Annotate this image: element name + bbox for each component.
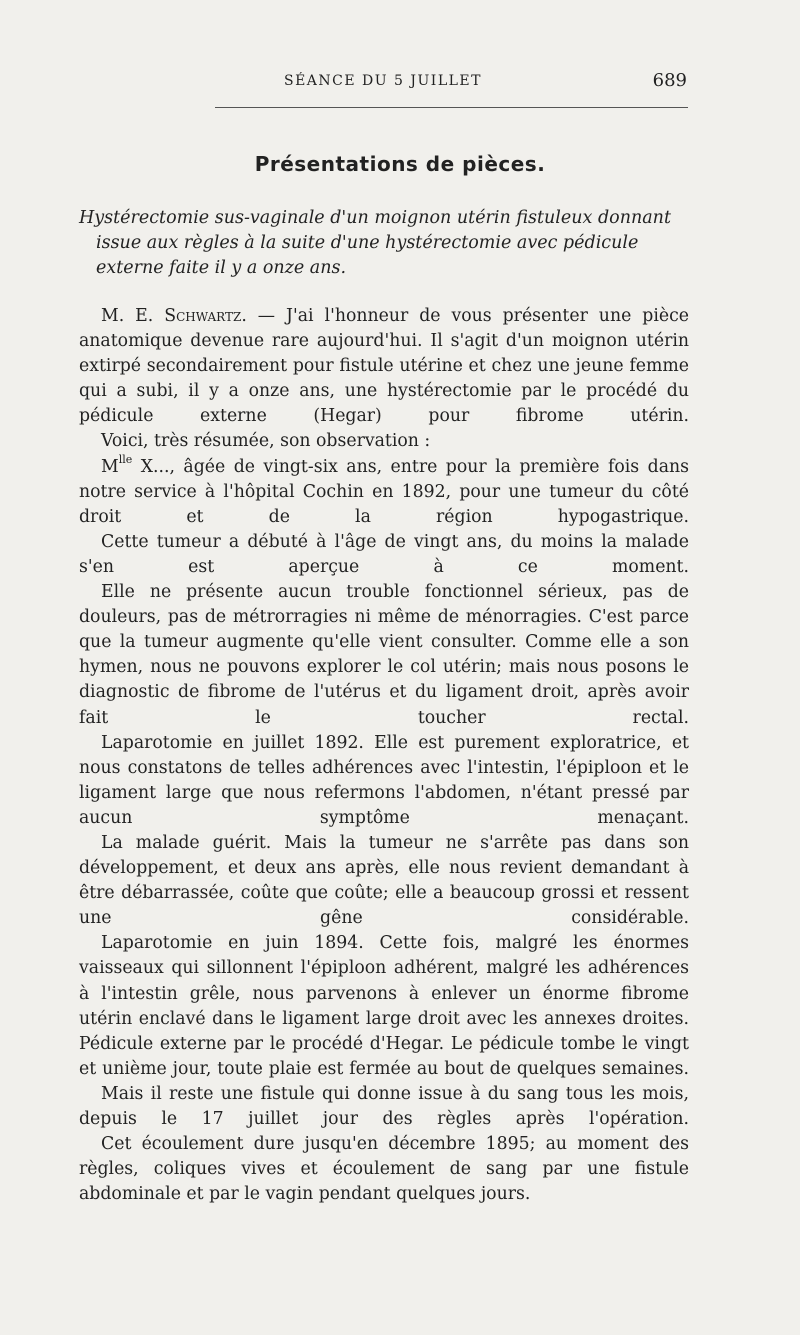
intro-text: — J'ai l'honneur de vous présenter une pièce anatomique devenue rare aujourd'hui. Il s'agit d'un moignon utérin extirpé secondairement pour fistule utérine et chez une jeune femme qui a subi, il y a onze ans, une hystérectomie par le procédé du pédicule externe (Hegar) pour fibrome utérin.	[79, 306, 689, 427]
paragraph-voici: Voici, très résumée, son observation :	[101, 431, 431, 452]
mlle-prefix: M	[101, 456, 119, 477]
paragraph-malade: La malade guérit. Mais la tumeur ne s'arrête pas dans son développement, et deux ans après, elle nous revient demandant à être débarrassée, coûte que coûte; elle a beaucoup grossi et ressent une gêne considérable.	[79, 832, 689, 929]
subtitle-line-3: externe faite il y a onze ans.	[96, 258, 347, 278]
speaker-initials: M. E.	[101, 306, 154, 326]
header-title: SÉANCE DU 5 JUILLET	[284, 73, 482, 89]
header-rule	[215, 107, 688, 108]
body-text	[79, 304, 689, 1207]
paragraph-tumeur: Cette tumeur a débuté à l'âge de vingt ans, du moins la malade s'en est aperçue à ce moment.	[79, 531, 689, 577]
article-subtitle	[79, 206, 689, 281]
paragraph-mlle	[79, 452, 689, 530]
paragraph-laparotomie-1892: Laparotomie en juillet 1892. Elle est purement exploratrice, et nous constatons de telles adhérences avec l'intestin, l'épiploon et le ligament large que nous refermons l'abdomen, n'étant pressé par aucun symptôme menaçant.	[79, 732, 689, 828]
page-number: 689	[652, 70, 687, 91]
paragraph-laparotomie-1894: Laparotomie en juin 1894. Cette fois, malgré les énormes vaisseaux qui sillonnent l'épiploon adhérent, malgré les adhérences à l'intestin grêle, nous parvenons à enlever un énorme fibrome utérin enclavé dans le ligament large droit avec les annexes droites. Pédicule externe par le procédé d'Hegar. Le pédicule tombe le vingt et unième jour, toute plaie est fermée au bout de quelques semaines.	[79, 933, 689, 1079]
paragraph-fistule: Mais il reste une fistule qui donne issue à du sang tous les mois, depuis le 17 juillet jour des règles après l'opération.	[79, 1083, 689, 1129]
section-title: Présentations de pièces.	[254, 152, 546, 176]
subtitle-line-2: issue aux règles à la suite d'une hystérectomie avec pédicule	[96, 233, 639, 253]
paragraph-elle: Elle ne présente aucun trouble fonctionnel sérieux, pas de douleurs, pas de métrorragies ni même de ménorragies. C'est parce que la tumeur augmente qu'elle vient consulter. Comme elle a son hymen, nous ne pouvons explorer le col utérin; mais nous posons le diagnostic de fibrome de l'utérus et du ligament droit, après avoir fait le toucher rectal.	[79, 582, 689, 728]
mlle-superscript: lle	[118, 452, 133, 466]
paragraph-intro	[79, 304, 689, 429]
running-head	[79, 70, 687, 92]
speaker-name: Schwartz.	[164, 306, 247, 326]
paragraph-ecoulement: Cet écoulement dure jusqu'en décembre 1895; au moment des règles, coliques vives et écoulement de sang par une fistule abdominale et par le vagin pendant quelques jours.	[79, 1134, 689, 1205]
subtitle-line-1: Hystérectomie sus-vaginale d'un moignon utérin fistuleux donnant	[79, 208, 671, 228]
mlle-text: X..., âgée de vingt-six ans, entre pour la première fois dans notre service à l'hôpital Cochin en 1892, pour une tumeur du côté droit et de la région hypogastrique.	[79, 456, 689, 527]
